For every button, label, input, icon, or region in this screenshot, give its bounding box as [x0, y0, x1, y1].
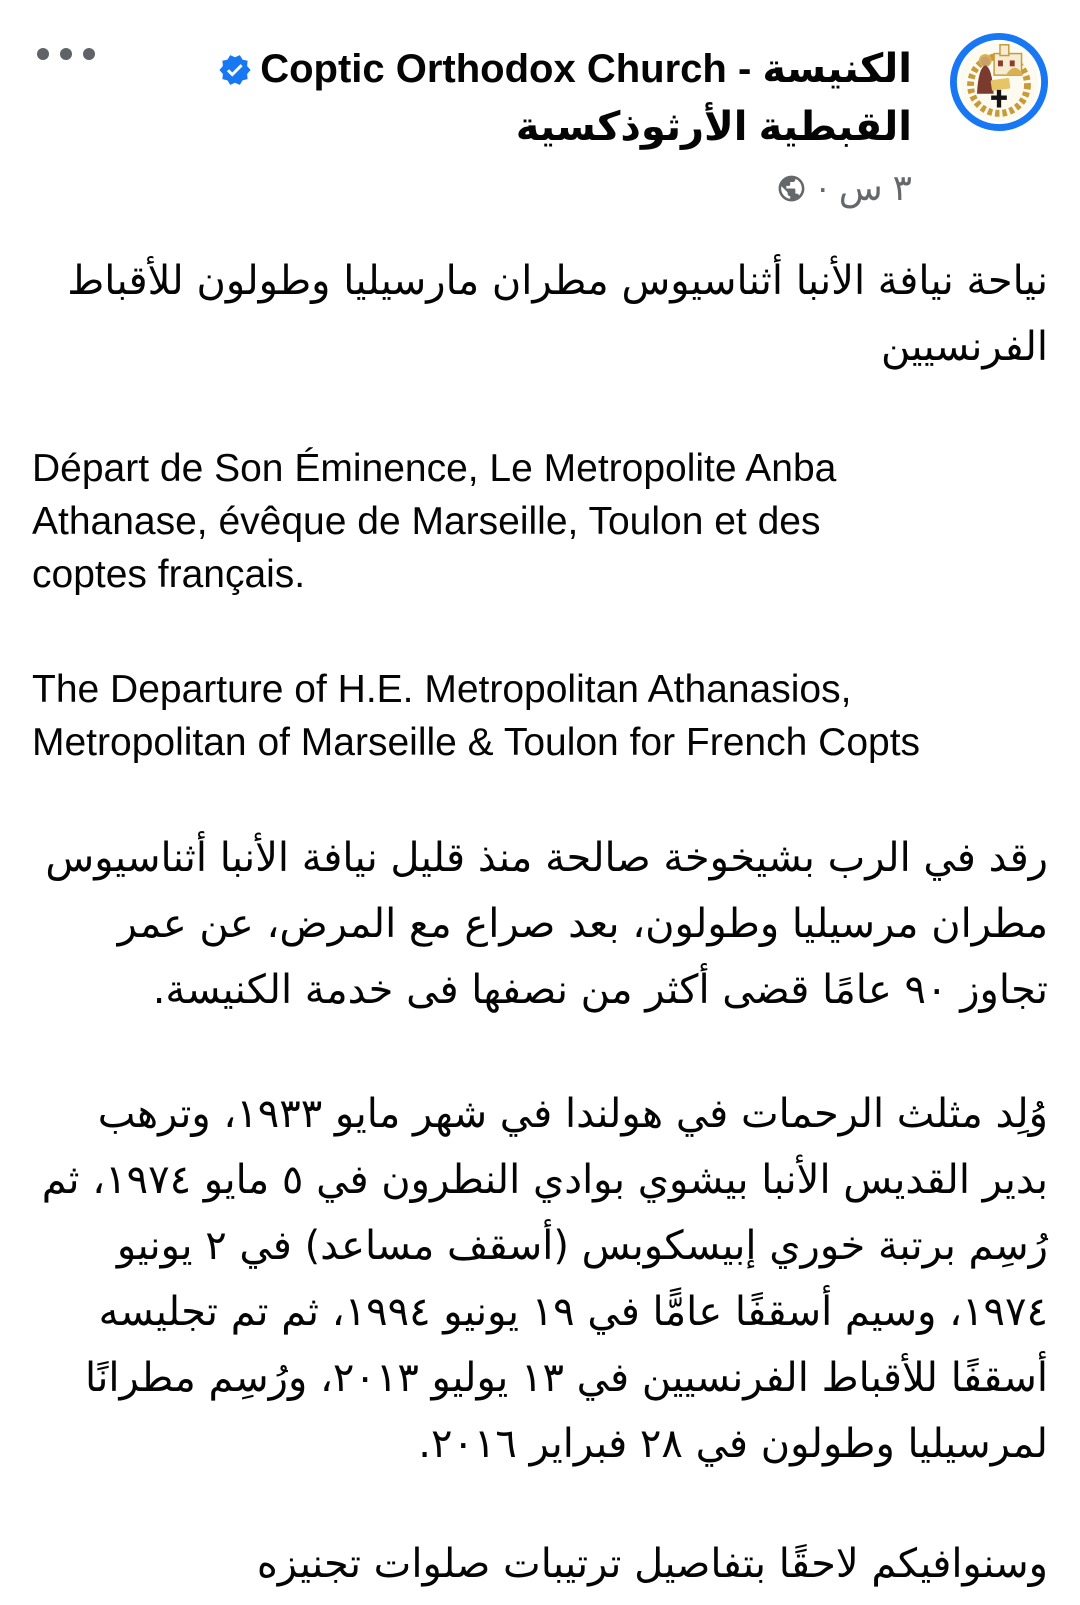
dot: [83, 48, 95, 60]
post-header: [0, 0, 1080, 208]
header-main: [32, 33, 1048, 208]
meta-separator: ·: [816, 167, 829, 208]
page-name-text-1: الكنيسة - Coptic Orthodox Church: [260, 47, 912, 91]
post-headline-ar: نياحة نيافة الأنبا أثناسيوس مطران مارسيليا وطولون للأقباط الفرنسيين: [67, 258, 1048, 370]
header-text: [32, 33, 912, 208]
more-options-button[interactable]: [33, 44, 99, 64]
post-content: [0, 248, 1080, 1597]
post-meta: [32, 168, 912, 208]
globe-icon: [776, 173, 807, 204]
text-line: The Departure of H.E. Metropolitan Athanasios,: [32, 668, 852, 711]
post-text-en: [32, 663, 1048, 769]
verified-badge-icon: [218, 48, 252, 101]
post-text-fr: [32, 442, 1048, 601]
text-line: Athanase, évêque de Marseille, Toulon et des: [32, 500, 821, 543]
page-avatar[interactable]: [950, 33, 1048, 131]
text-line: coptes français.: [32, 553, 306, 596]
page-name-line2: القبطية الأرثوذكسية: [515, 105, 912, 149]
text-line: Départ de Son Éminence, Le Metropolite Anba: [32, 447, 837, 490]
text-line: Metropolitan of Marseille & Toulon for French Copts: [32, 721, 921, 764]
post-text-ar-1: رقد في الرب بشيخوخة صالحة منذ قليل نيافة الأنبا أثناسيوس مطران مرسيليا وطولون، بعد صراع مع المرض، عن عمر تجاوز ٩٠ عامًا قضى أكثر من نصفها فى خدمة الكنيسة.: [45, 835, 1048, 1013]
coptic-church-crest-icon: [950, 33, 1048, 131]
page-name-link[interactable]: [32, 43, 912, 154]
page-name-line1: [32, 43, 912, 101]
dot: [60, 48, 72, 60]
post-text-ar-2: وُلِد مثلث الرحمات في هولندا في شهر مايو ١٩٣٣، وترهب بدير القديس الأنبا بيشوي بوادي النطرون في ٥ مايو ١٩٧٤، ثم رُسِم برتبة خوري إبيسكوبس (أسقف مساعد) في ٢ يونيو ١٩٧٤، وسيم أسقفًا عامًّا في ١٩ يونيو ١٩٩٤، ثم تم تجليسه أسقفًا للأقباط الفرنسيين في ١٣ يوليو ٢٠١٣، ورُسِم مطرانًا لمرسيليا وطولون في ٢٨ فبراير ٢٠١٦.: [41, 1091, 1048, 1467]
timestamp[interactable]: ٣ س: [838, 167, 912, 208]
post-text-ar-3: وسنوافيكم لاحقًا بتفاصيل ترتيبات صلوات تجنيزه: [256, 1541, 1048, 1587]
dot: [37, 48, 49, 60]
